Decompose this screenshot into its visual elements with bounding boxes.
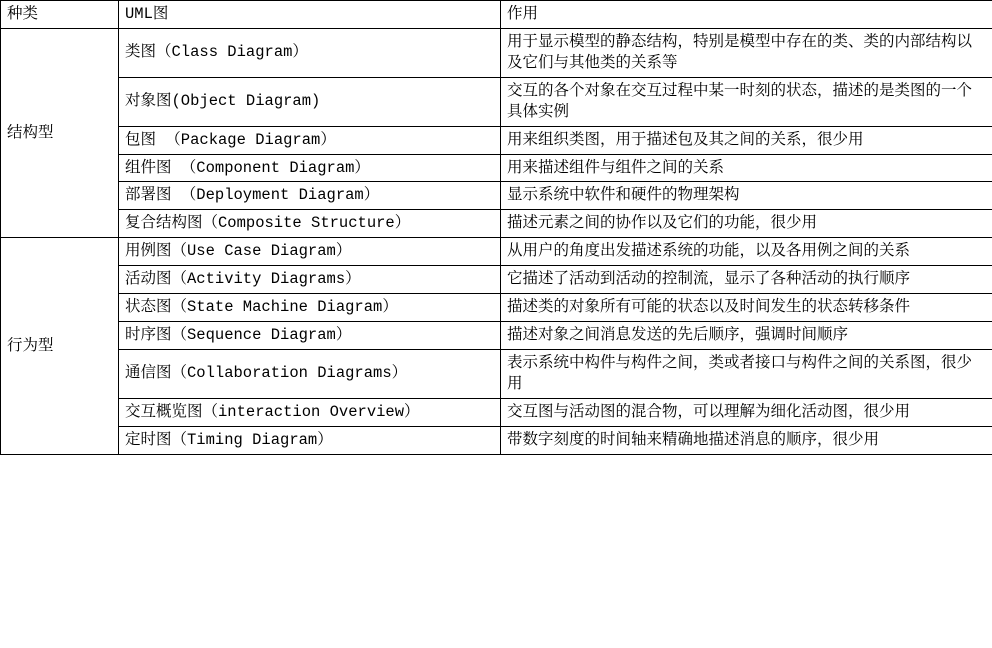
diagram-name: 活动图（Activity Diagrams） [119, 266, 501, 294]
diagram-name: 复合结构图（Composite Structure） [119, 210, 501, 238]
diagram-use: 它描述了活动到活动的控制流，显示了各种活动的执行顺序 [501, 266, 992, 294]
diagram-name: 定时图（Timing Diagram） [119, 426, 501, 454]
table-row [1, 238, 992, 266]
diagram-name: 交互概览图（interaction Overview） [119, 398, 501, 426]
diagram-use: 用于显示模型的静态结构，特别是模型中存在的类、类的内部结构以及它们与其他类的关系等 [501, 28, 992, 77]
diagram-use: 用来描述组件与组件之间的关系 [501, 154, 992, 182]
diagram-use: 表示系统中构件与构件之间，类或者接口与构件之间的关系图，很少用 [501, 349, 992, 398]
table-row [1, 126, 992, 154]
table-row [1, 210, 992, 238]
diagram-name: 部署图 （Deployment Diagram） [119, 182, 501, 210]
diagram-use: 交互图与活动图的混合物，可以理解为细化活动图，很少用 [501, 398, 992, 426]
diagram-use: 描述元素之间的协作以及它们的功能，很少用 [501, 210, 992, 238]
diagram-use: 描述类的对象所有可能的状态以及时间发生的状态转移条件 [501, 294, 992, 322]
diagram-use: 描述对象之间消息发送的先后顺序，强调时间顺序 [501, 322, 992, 350]
header-kind-label: 种类 [7, 5, 39, 23]
group-kind-structural [1, 28, 119, 237]
table-row [1, 294, 992, 322]
header-kind [1, 1, 119, 29]
diagram-name: 组件图 （Component Diagram） [119, 154, 501, 182]
diagram-name: 对象图(Object Diagram) [119, 77, 501, 126]
diagram-name: 通信图（Collaboration Diagrams） [119, 349, 501, 398]
table-row [1, 154, 992, 182]
table-header-row [1, 1, 992, 29]
diagram-name: 类图（Class Diagram） [119, 28, 501, 77]
header-use [501, 1, 992, 29]
diagram-name: 时序图（Sequence Diagram） [119, 322, 501, 350]
table-row [1, 266, 992, 294]
header-diagram-label: UML图 [125, 5, 169, 23]
table-row [1, 398, 992, 426]
diagram-name: 包图 （Package Diagram） [119, 126, 501, 154]
table-row [1, 182, 992, 210]
diagram-name: 用例图（Use Case Diagram） [119, 238, 501, 266]
table-row [1, 349, 992, 398]
table-row [1, 28, 992, 77]
table-row [1, 77, 992, 126]
table-row [1, 426, 992, 454]
header-use-label: 作用 [507, 5, 539, 23]
header-diagram [119, 1, 501, 29]
diagram-use: 用来组织类图，用于描述包及其之间的关系，很少用 [501, 126, 992, 154]
diagram-use: 交互的各个对象在交互过程中某一时刻的状态，描述的是类图的一个具体实例 [501, 77, 992, 126]
table-row [1, 322, 992, 350]
group-kind-label: 结构型 [7, 123, 54, 142]
diagram-use: 从用户的角度出发描述系统的功能，以及各用例之间的关系 [501, 238, 992, 266]
group-kind-behavioral [1, 238, 119, 454]
group-kind-label: 行为型 [7, 336, 54, 355]
diagram-use: 显示系统中软件和硬件的物理架构 [501, 182, 992, 210]
diagram-use: 带数字刻度的时间轴来精确地描述消息的顺序，很少用 [501, 426, 992, 454]
diagram-name: 状态图（State Machine Diagram） [119, 294, 501, 322]
